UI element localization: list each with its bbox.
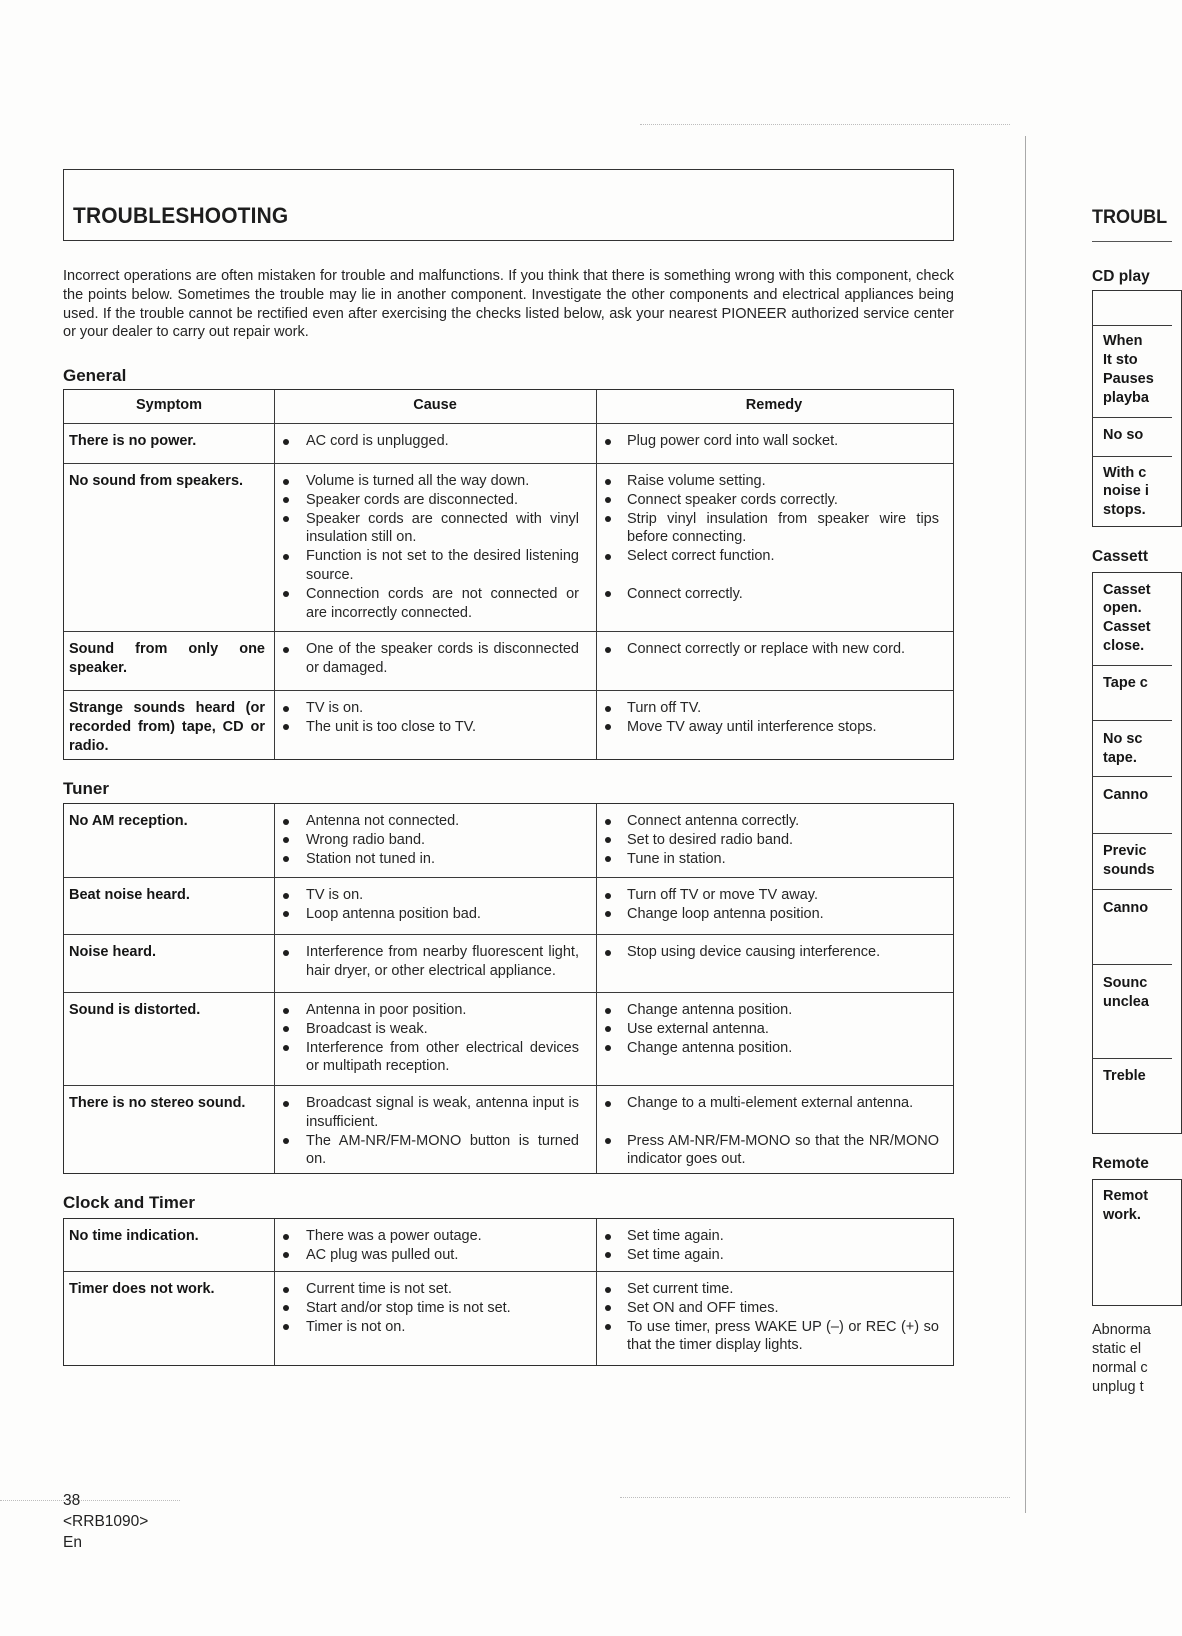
cause-item: Connection cords are not connected or are incorrectly connected. bbox=[274, 585, 596, 623]
next-page-line: No sc bbox=[1103, 730, 1143, 747]
next-page-line: open. bbox=[1103, 599, 1142, 616]
section-heading-tuner: Tuner bbox=[63, 779, 109, 798]
next-page-title: TROUBL bbox=[1092, 207, 1168, 228]
next-page-note-line: unplug t bbox=[1092, 1378, 1144, 1395]
next-page-line: Treble bbox=[1103, 1067, 1146, 1084]
remedy-item: Change antenna position. bbox=[596, 1039, 952, 1077]
symptom-cell: No time indication. bbox=[69, 1228, 199, 1244]
page-gutter-line bbox=[1025, 136, 1026, 1513]
remedy-item: Set time again. bbox=[596, 1246, 952, 1265]
table-row bbox=[64, 992, 953, 1085]
remedy-item: Press AM-NR/FM-MONO so that the NR/MONO indicator goes out. bbox=[596, 1132, 952, 1170]
cause-item: Broadcast signal is weak, antenna input is insufficient. bbox=[274, 1094, 596, 1132]
table-header-row bbox=[64, 390, 953, 423]
cause-item: Speaker cords are disconnected. bbox=[274, 491, 596, 510]
remedy-item: Stop using device causing interference. bbox=[596, 943, 952, 981]
table-row bbox=[64, 423, 953, 463]
symptom-cell: Timer does not work. bbox=[69, 1281, 215, 1297]
cause-item: The AM-NR/FM-MONO button is turned on. bbox=[274, 1132, 596, 1170]
page-title: TROUBLESHOOTING bbox=[73, 203, 289, 228]
remedy-item: Change antenna position. bbox=[596, 1001, 952, 1020]
next-page-line: stops. bbox=[1103, 501, 1146, 518]
next-page-line: Sounc bbox=[1103, 974, 1148, 991]
next-page-line: sounds bbox=[1103, 861, 1155, 878]
next-page-line: No so bbox=[1103, 426, 1144, 443]
next-page-row-divider bbox=[1092, 456, 1172, 457]
symptom-cell: Beat noise heard. bbox=[69, 887, 190, 903]
cause-item: Wrong radio band. bbox=[274, 831, 596, 850]
next-page-row-divider bbox=[1092, 964, 1172, 965]
remedy-item: Plug power cord into wall socket. bbox=[596, 432, 952, 451]
remedy-item: Connect antenna correctly. bbox=[596, 812, 952, 831]
table-row bbox=[64, 877, 953, 934]
remedy-item: Set to desired radio band. bbox=[596, 831, 952, 850]
next-page-line: unclea bbox=[1103, 993, 1149, 1010]
page-footer bbox=[63, 1490, 148, 1553]
next-page-line: Tape c bbox=[1103, 674, 1148, 691]
cause-item: The unit is too close to TV. bbox=[274, 718, 596, 737]
remedy-item: Tune in station. bbox=[596, 850, 952, 869]
cause-item: Interference from nearby fluorescent light, hair dryer, or other electrical appliance. bbox=[274, 943, 596, 981]
scan-artifact-line bbox=[640, 124, 1010, 125]
title-box bbox=[63, 169, 954, 241]
remedy-item: Connect correctly. bbox=[596, 585, 952, 623]
remedy-item: To use timer, press WAKE UP (–) or REC (+) so that the timer display lights. bbox=[596, 1318, 952, 1356]
symptom-cell: There is no stereo sound. bbox=[69, 1095, 246, 1111]
remedy-item: Strip vinyl insulation from speaker wire tips before connecting. bbox=[596, 510, 952, 548]
remedy-item: Set time again. bbox=[596, 1227, 952, 1246]
cause-item: TV is on. bbox=[274, 699, 596, 718]
table-row bbox=[64, 1271, 953, 1365]
remedy-item: Connect correctly or replace with new cord. bbox=[596, 640, 952, 678]
table-row bbox=[64, 631, 953, 690]
symptom-cell: Strange sounds heard (or recorded from) tape, CD or radio. bbox=[69, 700, 265, 754]
next-page-heading: CD play bbox=[1092, 268, 1150, 285]
next-page-line: It sto bbox=[1103, 351, 1138, 368]
cause-item: Antenna not connected. bbox=[274, 812, 596, 831]
next-page-row-divider bbox=[1092, 776, 1172, 777]
next-page-line: playba bbox=[1103, 389, 1149, 406]
next-page-heading: Cassett bbox=[1092, 548, 1148, 565]
cause-item: There was a power outage. bbox=[274, 1227, 596, 1246]
next-page-line: Casset bbox=[1103, 618, 1151, 635]
remedy-item: Change to a multi-element external antenna. bbox=[596, 1094, 952, 1132]
next-page-row-divider bbox=[1092, 417, 1172, 418]
next-page-heading: Remote bbox=[1092, 1155, 1149, 1172]
next-page-title-rule bbox=[1092, 241, 1172, 242]
cause-item: Loop antenna position bad. bbox=[274, 905, 596, 924]
symptom-cell: Sound is distorted. bbox=[69, 1002, 201, 1018]
remedy-item: Turn off TV. bbox=[596, 699, 952, 718]
document-code: <RRB1090> bbox=[63, 1513, 149, 1530]
cause-item: Speaker cords are connected with vinyl insulation still on. bbox=[274, 510, 596, 548]
scan-artifact-line bbox=[620, 1497, 1010, 1498]
language-code: En bbox=[63, 1534, 82, 1551]
column-header-cause: Cause bbox=[413, 397, 457, 413]
next-page-line: work. bbox=[1103, 1206, 1141, 1223]
column-header-symptom: Symptom bbox=[135, 397, 203, 413]
next-page-line: Pauses bbox=[1103, 370, 1154, 387]
cause-item: Function is not set to the desired listening source. bbox=[274, 547, 596, 585]
table-row bbox=[64, 804, 953, 877]
remedy-item: Change loop antenna position. bbox=[596, 905, 952, 924]
remedy-item: Use external antenna. bbox=[596, 1020, 952, 1039]
symptom-cell: No AM reception. bbox=[69, 813, 188, 829]
next-page-line: Previc bbox=[1103, 842, 1147, 859]
remedy-item: Connect speaker cords correctly. bbox=[596, 491, 952, 510]
next-page-line: noise i bbox=[1103, 482, 1149, 499]
symptom-cell: Noise heard. bbox=[69, 944, 157, 960]
column-header-remedy: Remedy bbox=[745, 397, 803, 413]
cause-item: TV is on. bbox=[274, 886, 596, 905]
cause-item: AC cord is unplugged. bbox=[274, 432, 596, 451]
section-heading-clock-timer: Clock and Timer bbox=[63, 1193, 195, 1212]
next-page-row-divider bbox=[1092, 665, 1172, 666]
general-table bbox=[63, 389, 954, 760]
tuner-table bbox=[63, 803, 954, 1174]
next-page-line: close. bbox=[1103, 637, 1145, 654]
cause-item: Current time is not set. bbox=[274, 1280, 596, 1299]
next-page-line: Casset bbox=[1103, 581, 1151, 598]
remedy-item: Raise volume setting. bbox=[596, 472, 952, 491]
cause-item: Volume is turned all the way down. bbox=[274, 472, 596, 491]
cause-item: AC plug was pulled out. bbox=[274, 1246, 596, 1265]
next-page-note-line: Abnorma bbox=[1092, 1321, 1151, 1338]
next-page-line: Remot bbox=[1103, 1187, 1149, 1204]
next-page-line: Canno bbox=[1103, 786, 1149, 803]
symptom-cell: There is no power. bbox=[69, 433, 197, 449]
next-page-row-divider bbox=[1092, 833, 1172, 834]
cause-item: Broadcast is weak. bbox=[274, 1020, 596, 1039]
symptom-cell: Sound from only one speaker. bbox=[69, 641, 265, 676]
intro-paragraph: Incorrect operations are often mistaken for trouble and malfunctions. If you think that there is something wrong with this component, check the points below. Sometimes the trouble may lie in another component. Investigate the other components and electrical appliances being used. If the trouble cannot be rectified even after exercising the checks listed below, ask your nearest PIONEER authorized service center or your dealer to carry out repair work. bbox=[63, 268, 954, 341]
remedy-item: Move TV away until interference stops. bbox=[596, 718, 952, 737]
remedy-item: Set ON and OFF times. bbox=[596, 1299, 952, 1318]
table-row bbox=[64, 1219, 953, 1271]
cause-item: Interference from other electrical devices or multipath reception. bbox=[274, 1039, 596, 1077]
next-page-row-divider bbox=[1092, 889, 1172, 890]
clock-timer-table bbox=[63, 1218, 954, 1366]
cause-item: One of the speaker cords is disconnected or damaged. bbox=[274, 640, 596, 678]
cause-item: Timer is not on. bbox=[274, 1318, 596, 1356]
section-heading-general: General bbox=[63, 366, 127, 385]
remedy-item: Select correct function. bbox=[596, 547, 952, 585]
next-page-line: When bbox=[1103, 332, 1143, 349]
next-page-line: With c bbox=[1103, 464, 1147, 481]
next-page-row-divider bbox=[1092, 1058, 1172, 1059]
table-row bbox=[64, 934, 953, 992]
next-page-row-divider bbox=[1092, 720, 1172, 721]
next-page-note-line: normal c bbox=[1092, 1359, 1148, 1376]
page-number: 38 bbox=[63, 1492, 81, 1509]
next-page-note-line: static el bbox=[1092, 1340, 1142, 1357]
cause-item: Start and/or stop time is not set. bbox=[274, 1299, 596, 1318]
remedy-item: Set current time. bbox=[596, 1280, 952, 1299]
next-page-line: tape. bbox=[1103, 749, 1137, 766]
symptom-cell: No sound from speakers. bbox=[69, 473, 244, 489]
cause-item: Station not tuned in. bbox=[274, 850, 596, 869]
table-row bbox=[64, 463, 953, 631]
cause-item: Antenna in poor position. bbox=[274, 1001, 596, 1020]
remedy-item: Turn off TV or move TV away. bbox=[596, 886, 952, 905]
table-row bbox=[64, 690, 953, 759]
table-row bbox=[64, 1085, 953, 1173]
next-page-fragment bbox=[1092, 0, 1168, 1636]
next-page-row-divider bbox=[1092, 325, 1172, 326]
next-page-line: Canno bbox=[1103, 899, 1149, 916]
